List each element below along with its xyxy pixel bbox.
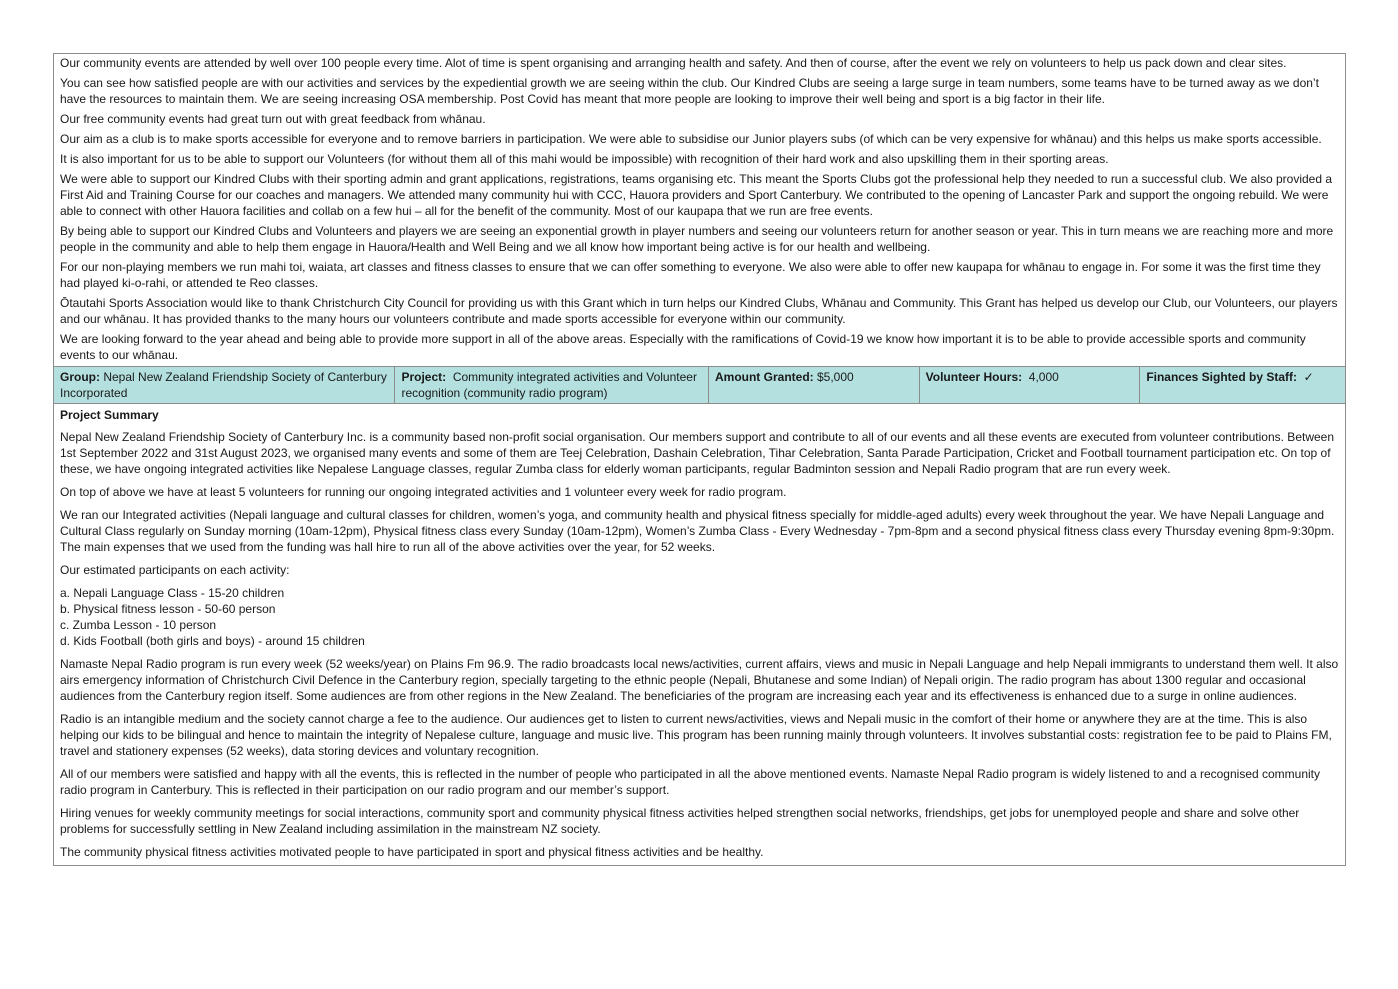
paragraph: Our aim as a club is to make sports accessible for everyone and to remove barriers in participation. We were able to subsidise our Junior players subs (of which can be very expensive for whānau) and this helps us make sports accessible.: [60, 132, 1322, 146]
group-cell: [54, 367, 395, 403]
project-summary: [53, 404, 1346, 866]
amount-value: $5,000: [817, 370, 854, 384]
finances-cell: [1140, 367, 1345, 403]
paragraph: Our estimated participants on each activity:: [60, 563, 290, 577]
paragraph: Our community events are attended by well over 100 people every time. Alot of time is spent organising and arranging health and safety. And then of course, after the event we rely on volunteers to help us pack down and clear sites.: [60, 56, 1287, 70]
paragraph: We ran our Integrated activities (Nepali language and cultural classes for children, women’s yoga, and community health and physical fitness specially for middle-aged adults) every week throughout the year. We have Nepali Language and Cultural Class regularly on Sunday morning (10am-12pm), Physical fitness class every Sunday (10am-12pm), Women’s Zumba Class - Every Wednesday - 7pm-8pm and a second physical fitness class every Thursday evening 8pm-9:30pm. The main expenses that we used from the funding was hall hire to run all of the above activities over the year, for 52 weeks.: [60, 508, 1335, 554]
project-label: Project:: [401, 370, 447, 384]
group-value: Nepal New Zealand Friendship Society of Canterbury Incorporated: [60, 370, 387, 400]
participants-list: [60, 585, 1339, 649]
previous-project-text: [53, 53, 1346, 366]
list-item: b. Physical fitness lesson - 50-60 person: [60, 602, 276, 616]
paragraph: We were able to support our Kindred Clubs with their sporting admin and grant applications, registrations, teams organising etc. This meant the Sports Clubs got the professional help they needed to run a successful club. We also provided a First Aid and Training Course for our coaches and managers. We attended many community hui with CCC, Hauora providers and Sport Canterbury. We contributed to the opening of Lancaster Park and support the ongoing rebuild. We were able to connect with other Hauora facilities and collab on a few hui – all for the benefit of the community. Most of our kaupapa that we run are free events.: [60, 172, 1333, 218]
hours-value: 4,000: [1028, 370, 1059, 384]
paragraph: Our free community events had great turn out with great feedback from whānau.: [60, 112, 486, 126]
group-label: Group:: [60, 370, 100, 384]
paragraph: We are looking forward to the year ahead and being able to provide more support in all of the above areas. Especially with the ramifications of Covid-19 we know how important it is to be able to provide accessible sports and community events to our whānau.: [60, 332, 1306, 362]
finances-label: Finances Sighted by Staff:: [1146, 370, 1297, 384]
amount-label: Amount Granted:: [714, 370, 814, 384]
paragraph: On top of above we have at least 5 volunteers for running our ongoing integrated activities and 1 volunteer every week for radio program.: [60, 485, 787, 499]
paragraph: The community physical fitness activities motivated people to have participated in sport and physical fitness activities and be healthy.: [60, 845, 764, 859]
document-page: [53, 53, 1346, 866]
paragraph: It is also important for us to be able to support our Volunteers (for without them all of this mahi would be impossible) with recognition of their hard work and also upskilling them in their sporting areas.: [60, 152, 1109, 166]
amount-cell: [709, 367, 920, 403]
paragraph: You can see how satisfied people are with our activities and services by the expediential growth we are seeing within the club. Our Kindred Clubs are seeing a large surge in team numbers, some teams have to be turned away as we don’t have the resources to maintain them. We are seeing increasing OSA membership. Post Covid has meant that more people are looking to improve their well being and sport is a big factor in their life.: [60, 76, 1319, 106]
summary-heading: Project Summary: [60, 408, 159, 422]
paragraph: For our non-playing members we run mahi toi, waiata, art classes and fitness classes to ensure that we can offer something to everyone. We also were able to offer new kaupapa for whānau to engage in. For some it was the first time they had played ki-o-rahi, or attended te Reo classes.: [60, 260, 1321, 290]
checkmark-icon: ✓: [1303, 370, 1314, 384]
paragraph: Namaste Nepal Radio program is run every week (52 weeks/year) on Plains Fm 96.9. The radio broadcasts local news/activities, current affairs, views and music in Nepali Language and help Nepali immigrants to understand them well. It also airs emergency information of Christchurch Civil Defence in the Canterbury region, specially targeting to the ethnic people (Nepali, Bhutanese and some Indian) of Nepali origin. The radio program has about 1300 regular and occasional audiences from the Canterbury region itself. Some audiences are from other regions in the New Zealand. The beneficiaries of the program are increasing each year and its effectiveness is enhanced due to a surge in online audiences.: [60, 657, 1339, 703]
paragraph: All of our members were satisfied and happy with all the events, this is reflected in the number of people who participated in all the above mentioned events. Namaste Nepal Radio program is widely listened to and a recognised community radio program in Canterbury. This is reflected in their participation on our radio program and our member’s support.: [60, 767, 1321, 797]
grant-header-row: [53, 366, 1346, 404]
paragraph: By being able to support our Kindred Clubs and Volunteers and players we are seeing an exponential growth in player numbers and seeing our volunteers return for another season or year. This in turn means we are reaching more and more people in the community and able to help them engage in Hauora/Health and Well Being and we all know how important being active is for our health and wellbeing.: [60, 224, 1334, 254]
paragraph: Nepal New Zealand Friendship Society of Canterbury Inc. is a community based non-profit social organisation. Our members support and contribute to all of our events and all these events are executed from volunteer contributions. Between 1st September 2022 and 31st August 2023, we organised many events and some of them are Teej Celebration, Dashain Celebration, Tihar Celebration, Santa Parade Participation, Cricket and Football tournament participation etc. On top of these, we have ongoing integrated activities like Nepalese Language classes, regular Zumba class for elderly woman participants, regular Badminton session and Nepali Radio program that are run every week.: [60, 430, 1335, 476]
hours-cell: [920, 367, 1141, 403]
project-value: Community integrated activities and Volunteer recognition (community radio program): [401, 370, 697, 400]
paragraph: Hiring venues for weekly community meetings for social interactions, community sport and community physical fitness activities helped strengthen social networks, friendships, get jobs for unemployed people and share and solve other problems for successfully settling in New Zealand including assimilation in the mainstream NZ society.: [60, 806, 1300, 836]
list-item: d. Kids Football (both girls and boys) - around 15 children: [60, 634, 365, 648]
list-item: a. Nepali Language Class - 15-20 children: [60, 586, 285, 600]
paragraph: Radio is an intangible medium and the society cannot charge a fee to the audience. Our audiences get to listen to current news/activities, views and Nepali music in the comfort of their home or anywhere they are at the time. This is also helping our kids to be bilingual and hence to maintain the integrity of Nepalese culture, language and music live. This program has been running mainly through volunteers. It involves substantial costs: registration fee to be paid to Plains FM, travel and stationery expenses (52 weeks), data storing devices and voluntary recognition.: [60, 712, 1332, 758]
paragraph: Ōtautahi Sports Association would like to thank Christchurch City Council for providing us with this Grant which in turn helps our Kindred Clubs, Whānau and Community. This Grant has helped us develop our Club, our Volunteers, our players and our whānau. It has provided thanks to the many hours our volunteers contribute and made sports accessible for everyone within our community.: [60, 296, 1338, 326]
hours-label: Volunteer Hours:: [925, 370, 1023, 384]
list-item: c. Zumba Lesson - 10 person: [60, 618, 217, 632]
project-cell: [395, 367, 709, 403]
